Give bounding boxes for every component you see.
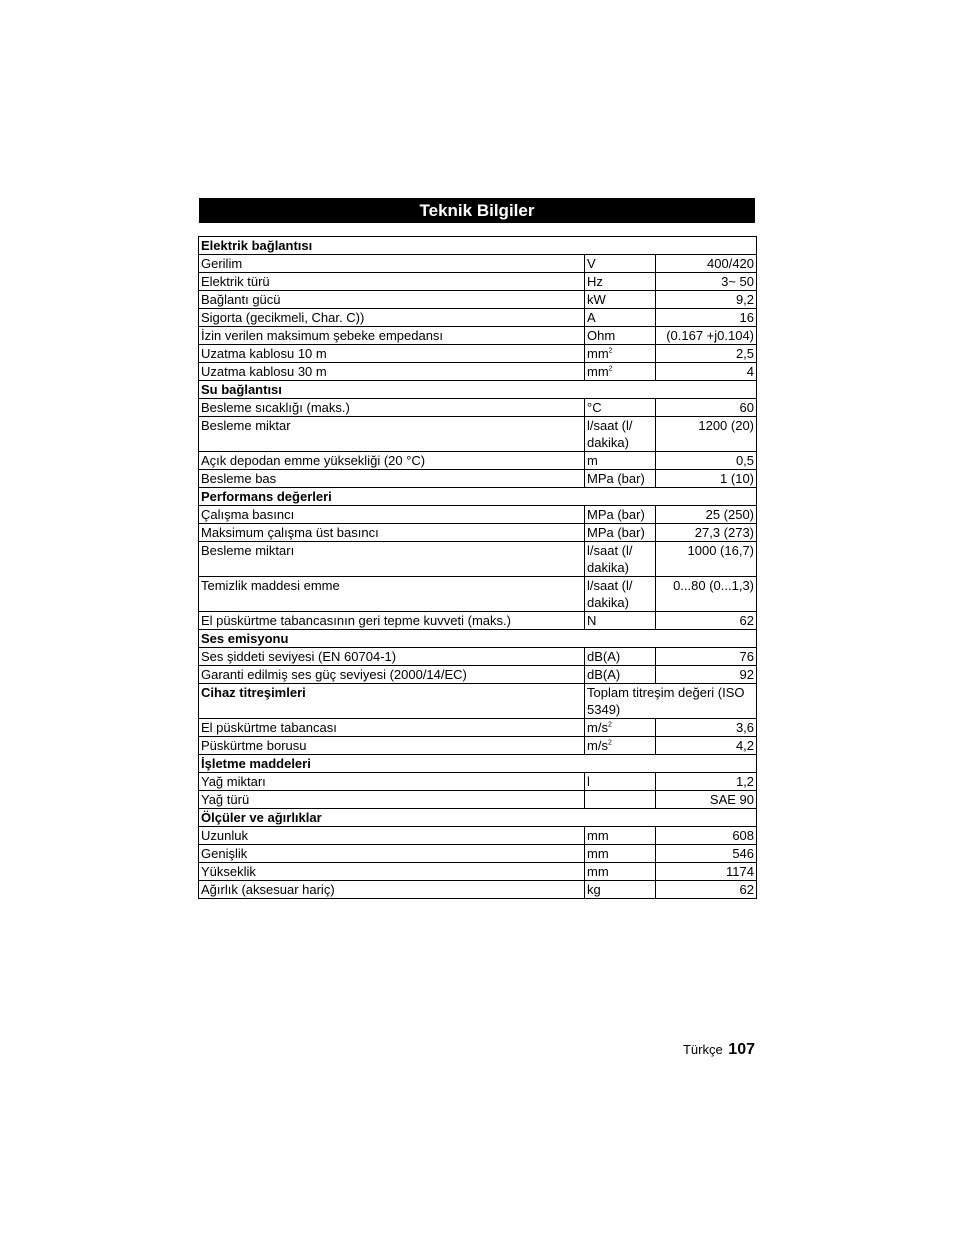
table-row [199,881,757,899]
row-label: Bağlantı gücü [199,291,585,309]
page-number: 107 [728,1041,755,1058]
row-unit [585,827,656,845]
section-header-row [199,381,757,399]
row-value: 0...80 (0...1,3) [656,577,757,612]
row-unit [585,863,656,881]
unit-text: MPa (bar) [587,507,645,522]
row-label: El püskürtme tabancası [199,719,585,737]
section-header-row [199,488,757,506]
row-unit [585,773,656,791]
section-header-row [199,684,757,719]
table-row [199,470,757,488]
footer-language: Türkçe [682,1042,723,1057]
row-label: Yağ türü [199,791,585,809]
unit-text: V [587,256,596,271]
row-value: 92 [656,666,757,684]
row-label: Sigorta (gecikmeli, Char. C)) [199,309,585,327]
unit-text: m/s [587,738,608,753]
section-header-row [199,630,757,648]
table-row [199,719,757,737]
row-unit [585,452,656,470]
table-row [199,417,757,452]
row-label: Ses şiddeti seviyesi (EN 60704-1) [199,648,585,666]
row-label: Uzunluk [199,827,585,845]
table-row [199,791,757,809]
row-label: Uzatma kablosu 30 m [199,363,585,381]
table-row [199,612,757,630]
unit-text: dB(A) [587,667,621,682]
row-value: 546 [656,845,757,863]
row-label: Ağırlık (aksesuar hariç) [199,881,585,899]
row-value: 400/420 [656,255,757,273]
unit-text: l/saat (l/ dakika) [587,543,633,575]
table-row [199,399,757,417]
table-row [199,845,757,863]
row-label: Besleme sıcaklığı (maks.) [199,399,585,417]
table-row [199,345,757,363]
table-row [199,827,757,845]
unit-text: l [587,774,590,789]
section-note: Toplam titreşim değeri (ISO 5349) [585,684,757,719]
row-label: İzin verilen maksimum şebeke empedansı [199,327,585,345]
row-value: 1200 (20) [656,417,757,452]
row-value: 4 [656,363,757,381]
table-row [199,291,757,309]
row-value: 0,5 [656,452,757,470]
row-value: 16 [656,309,757,327]
table-row [199,506,757,524]
table-row [199,273,757,291]
row-value: SAE 90 [656,791,757,809]
table-row [199,542,757,577]
spec-table-body [199,237,757,899]
section-title: Cihaz titreşimleri [199,684,585,719]
row-value: 25 (250) [656,506,757,524]
row-unit [585,845,656,863]
unit-text: m/s [587,720,608,735]
unit-text: mm [587,828,609,843]
row-value: 1,2 [656,773,757,791]
page-footer [683,1040,755,1060]
row-value: 9,2 [656,291,757,309]
page-title: Teknik Bilgiler [199,198,755,223]
row-unit [585,737,656,755]
table-row [199,863,757,881]
row-value: 27,3 (273) [656,524,757,542]
unit-text: l/saat (l/ dakika) [587,578,633,610]
table-row [199,524,757,542]
unit-text: mm [587,846,609,861]
row-label: Besleme miktarı [199,542,585,577]
row-label: Çalışma basıncı [199,506,585,524]
table-row [199,773,757,791]
row-label: Yağ miktarı [199,773,585,791]
row-unit [585,506,656,524]
row-label: Maksimum çalışma üst basıncı [199,524,585,542]
table-row [199,577,757,612]
table-row [199,648,757,666]
spec-table [198,236,757,899]
row-label: Uzatma kablosu 10 m [199,345,585,363]
row-value: 1 (10) [656,470,757,488]
row-value: (0.167 +j0.104) [656,327,757,345]
row-unit [585,309,656,327]
row-label: Elektrik türü [199,273,585,291]
unit-text: Ohm [587,328,616,343]
row-value: 60 [656,399,757,417]
row-value: 1174 [656,863,757,881]
unit-superscript: 2 [608,347,613,355]
section-header-row [199,237,757,255]
row-unit [585,719,656,737]
table-row [199,363,757,381]
unit-text: MPa (bar) [587,525,645,540]
row-label: Gerilim [199,255,585,273]
row-label: Temizlik maddesi emme [199,577,585,612]
unit-text: °C [587,400,602,415]
row-label: Genişlik [199,845,585,863]
unit-text: l/saat (l/ dakika) [587,418,633,450]
unit-text: kW [587,292,606,307]
table-row [199,452,757,470]
row-unit [585,524,656,542]
row-value: 3,6 [656,719,757,737]
unit-text: Hz [587,274,603,289]
section-title: Performans değerleri [199,488,757,506]
row-value: 76 [656,648,757,666]
section-title: Ses emisyonu [199,630,757,648]
unit-text: mm [587,346,609,361]
table-row [199,737,757,755]
unit-text: dB(A) [587,649,621,664]
row-value: 2,5 [656,345,757,363]
unit-superscript: 2 [607,739,612,747]
unit-superscript: 2 [608,365,613,373]
section-header-row [199,809,757,827]
row-unit [585,327,656,345]
section-title: Elektrik bağlantısı [199,237,757,255]
table-row [199,255,757,273]
table-row [199,327,757,345]
section-title: İşletme maddeleri [199,755,757,773]
row-unit [585,255,656,273]
row-unit [585,648,656,666]
row-unit [585,291,656,309]
row-unit [585,577,656,612]
row-label: Yükseklik [199,863,585,881]
row-unit [585,345,656,363]
row-value: 62 [656,612,757,630]
row-unit [585,791,656,809]
row-unit [585,470,656,488]
row-value: 3~ 50 [656,273,757,291]
unit-text: kg [587,882,601,897]
unit-text: MPa (bar) [587,471,645,486]
row-unit [585,542,656,577]
row-unit [585,399,656,417]
row-label: Garanti edilmiş ses güç seviyesi (2000/14/EC) [199,666,585,684]
row-label: Açık depodan emme yüksekliği (20 °C) [199,452,585,470]
row-unit [585,363,656,381]
row-unit [585,273,656,291]
table-row [199,309,757,327]
row-label: Besleme bas [199,470,585,488]
unit-superscript: 2 [607,721,612,729]
section-title: Su bağlantısı [199,381,757,399]
row-value: 62 [656,881,757,899]
unit-text: m [587,453,598,468]
row-value: 608 [656,827,757,845]
row-label: Besleme miktar [199,417,585,452]
unit-text: mm [587,364,609,379]
unit-text: N [587,613,597,628]
row-unit [585,881,656,899]
row-unit [585,417,656,452]
table-row [199,666,757,684]
row-unit [585,666,656,684]
unit-text: A [587,310,596,325]
row-label: El püskürtme tabancasının geri tepme kuvveti (maks.) [199,612,585,630]
section-header-row [199,755,757,773]
row-value: 4,2 [656,737,757,755]
unit-text: mm [587,864,609,879]
row-value: 1000 (16,7) [656,542,757,577]
row-label: Püskürtme borusu [199,737,585,755]
section-title: Ölçüler ve ağırlıklar [199,809,757,827]
row-unit [585,612,656,630]
